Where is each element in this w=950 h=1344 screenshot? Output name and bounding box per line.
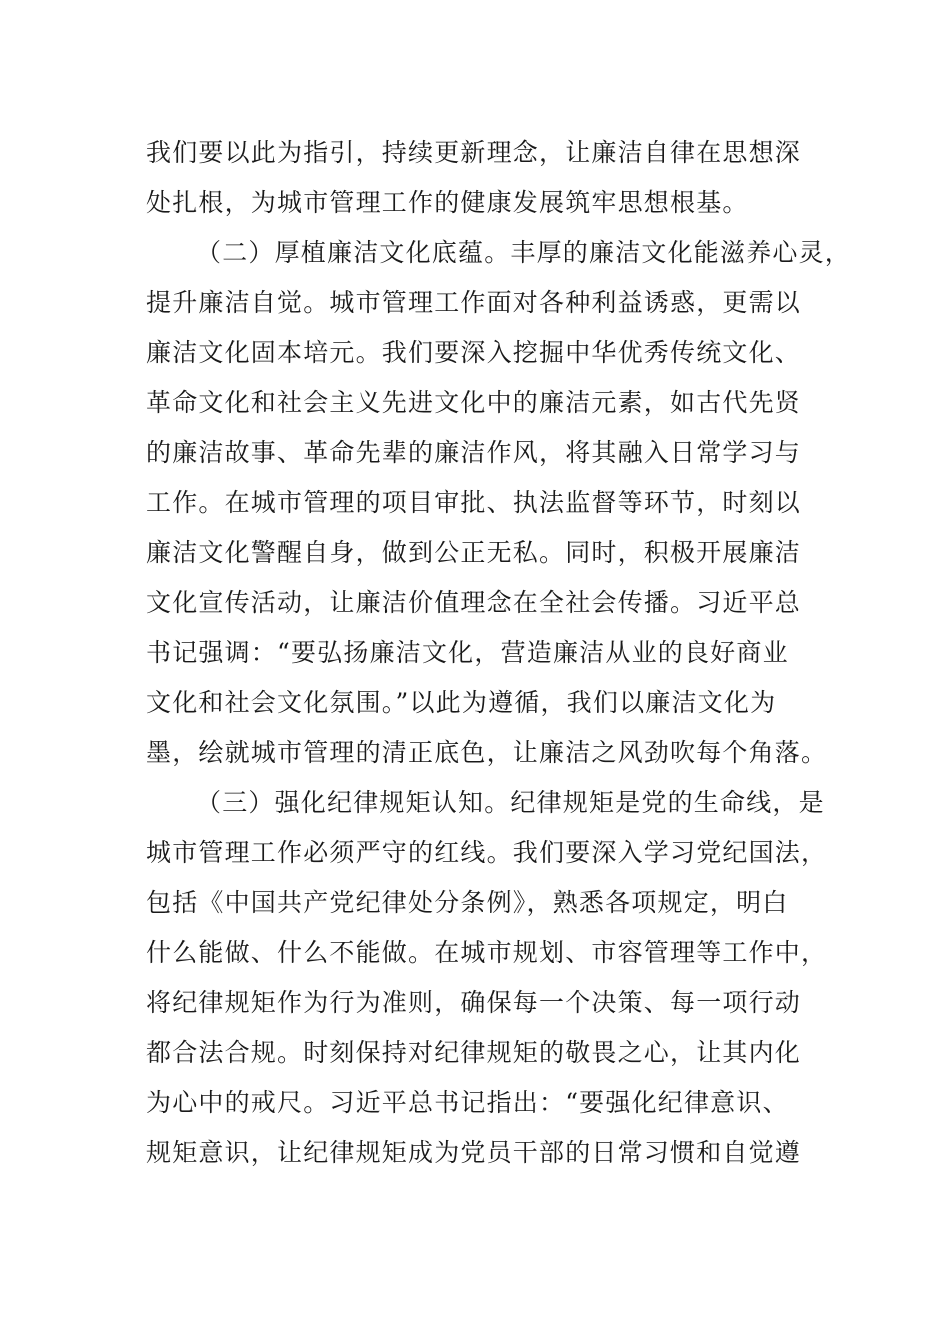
text-line: 什么能做、什么不能做。在城市规划、市容管理等工作中， bbox=[146, 938, 828, 967]
text-line: 处扎根，为城市管理工作的健康发展筑牢思想根基。 bbox=[146, 188, 749, 217]
text-line: 我们要以此为指引，持续更新理念，让廉洁自律在思想深 bbox=[146, 138, 802, 167]
text-line: 革命文化和社会主义先进文化中的廉洁元素，如古代先贤 bbox=[146, 388, 802, 417]
text-line: 工作。在城市管理的项目审批、执法监督等环节，时刻以 bbox=[146, 488, 802, 517]
text-line: 廉洁文化警醒自身，做到公正无私。同时，积极开展廉洁 bbox=[146, 538, 802, 567]
text-line: 为心中的戒尺。习近平总书记指出：“要强化纪律意识、 bbox=[146, 1088, 789, 1117]
text-line: 的廉洁故事、革命先辈的廉洁作风，将其融入日常学习与 bbox=[146, 438, 802, 467]
text-line: 规矩意识，让纪律规矩成为党员干部的日常习惯和自觉遵 bbox=[146, 1138, 802, 1167]
text-line: 都合法合规。时刻保持对纪律规矩的敬畏之心，让其内化 bbox=[146, 1038, 802, 1067]
section-heading-line: （二）厚植廉洁文化底蕴。丰厚的廉洁文化能滋养心灵， bbox=[196, 238, 852, 267]
body-text bbox=[146, 128, 852, 1178]
text-line: 将纪律规矩作为行为准则，确保每一个决策、每一项行动 bbox=[146, 988, 802, 1017]
text-line: 包括《中国共产党纪律处分条例》，熟悉各项规定，明白 bbox=[146, 888, 789, 917]
text-line: 廉洁文化固本培元。我们要深入挖掘中华优秀传统文化、 bbox=[146, 338, 802, 367]
text-line: 文化和社会文化氛围。”以此为遵循，我们以廉洁文化为 bbox=[146, 688, 777, 717]
text-line: 书记强调：“要弘扬廉洁文化，营造廉洁从业的良好商业 bbox=[146, 638, 789, 667]
text-line: 文化宣传活动，让廉洁价值理念在全社会传播。习近平总 bbox=[146, 588, 802, 617]
text-line: 墨，绘就城市管理的清正底色，让廉洁之风劲吹每个角落。 bbox=[146, 738, 828, 767]
section-heading-line: （三）强化纪律规矩认知。纪律规矩是党的生命线，是 bbox=[196, 788, 825, 817]
text-line: 提升廉洁自觉。城市管理工作面对各种利益诱惑，更需以 bbox=[146, 288, 802, 317]
text-line: 城市管理工作必须严守的红线。我们要深入学习党纪国法， bbox=[146, 838, 828, 867]
